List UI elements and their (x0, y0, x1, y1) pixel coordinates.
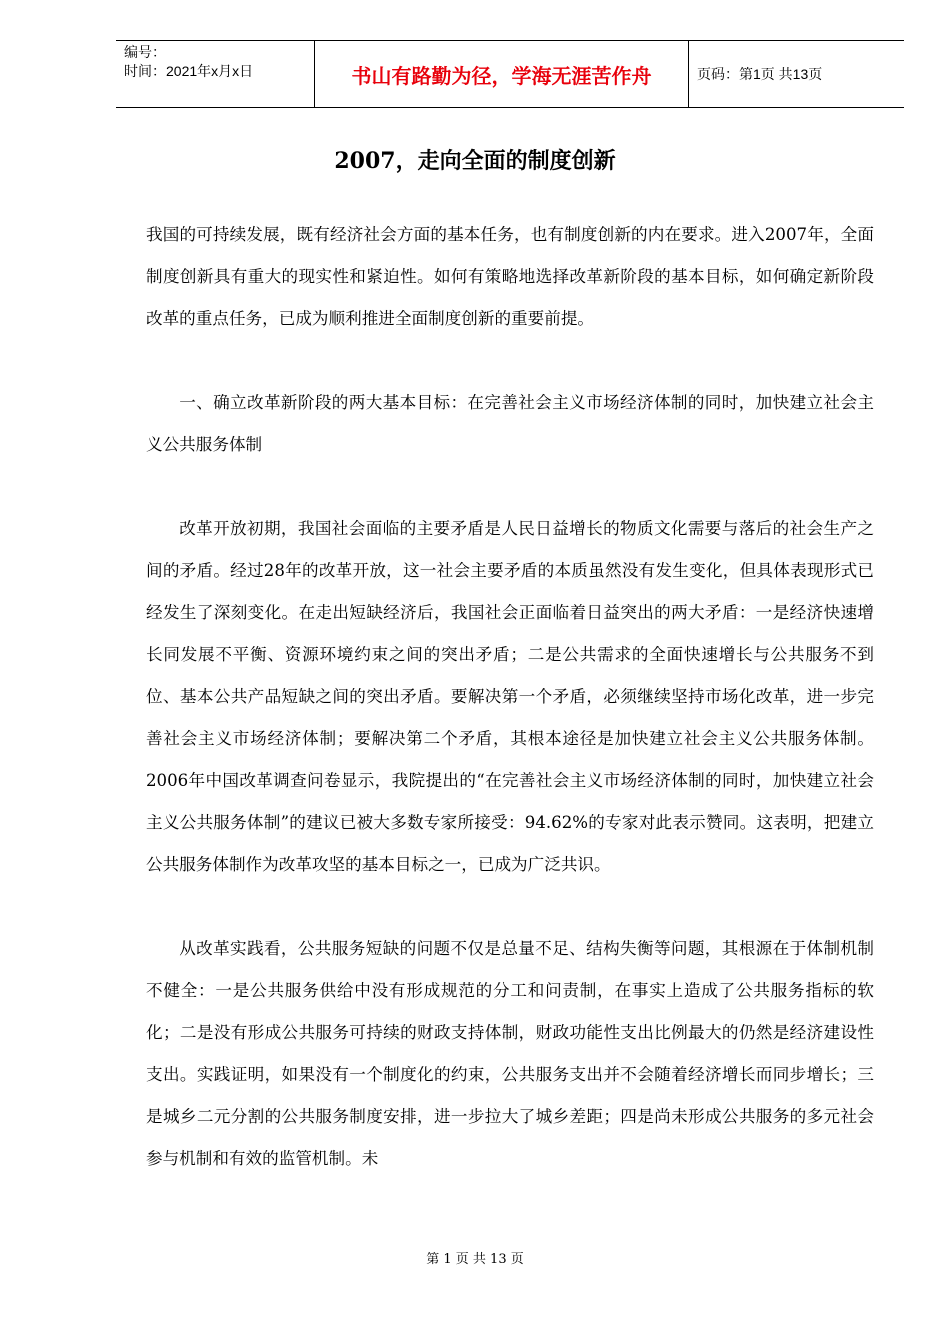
paragraph-section-heading: 一、确立改革新阶段的两大基本目标：在完善社会主义市场经济体制的同时，加快建立社会主义公共服务体制 (146, 393, 874, 454)
time-label: 时间：2021年x月x日 (124, 63, 254, 79)
document-body (146, 214, 874, 1222)
page-footer: 第 1 页 共 13 页 (426, 1252, 524, 1267)
document-header (116, 40, 904, 108)
header-page-label: 页码：第1页 共13页 (697, 66, 823, 82)
header-motto: 书山有路勤为径，学海无涯苦作舟 (315, 41, 689, 107)
paragraph-intro: 我国的可持续发展，既有经济社会方面的基本任务，也有制度创新的内在要求。进入2007年，全面制度创新具有重大的现实性和紧迫性。如何有策略地选择改革新阶段的基本目标，如何确定新阶段改革的重点任务，已成为顺利推进全面制度创新的重要前提。 (146, 225, 874, 328)
paragraph-body: 改革开放初期，我国社会面临的主要矛盾是人民日益增长的物质文化需要与落后的社会生产之间的矛盾。经过28年的改革开放，这一社会主要矛盾的本质虽然没有发生变化，但具体表现形式已经发生了深刻变化。在走出短缺经济后，我国社会正面临着日益突出的两大矛盾：一是经济快速增长同发展不平衡、资源环境约束之间的突出矛盾；二是公共需求的全面快速增长与公共服务不到位、基本公共产品短缺之间的突出矛盾。要解决第一个矛盾，必须继续坚持市场化改革，进一步完善社会主义市场经济体制；要解决第二个矛盾，其根本途径是加快建立社会主义公共服务体制。2006年中国改革调查问卷显示，我院提出的“在完善社会主义市场经济体制的同时，加快建立社会主义公共服务体制”的建议已被大多数专家所接受：94.62%的专家对此表示赞同。这表明，把建立公共服务体制作为改革攻坚的基本目标之一，已成为广泛共识。 (146, 519, 874, 874)
number-label: 编号： (124, 44, 166, 60)
header-meta-cell (116, 41, 315, 107)
document-title: 2007，走向全面的制度创新 (334, 148, 616, 174)
paragraph-body: 从改革实践看，公共服务短缺的问题不仅是总量不足、结构失衡等问题，其根源在于体制机制不健全：一是公共服务供给中没有形成规范的分工和问责制，在事实上造成了公共服务指标的软化；二是没有形成公共服务可持续的财政支持体制，财政功能性支出比例最大的仍然是经济建设性支出。实践证明，如果没有一个制度化的约束，公共服务支出并不会随着经济增长而同步增长；三是城乡二元分割的公共服务制度安排，进一步拉大了城乡差距；四是尚未形成公共服务的多元社会参与机制和有效的监管机制。未 (146, 939, 874, 1168)
